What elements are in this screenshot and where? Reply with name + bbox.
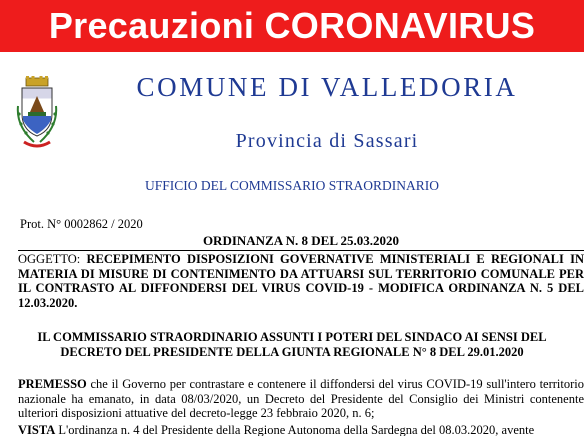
commissioner-line-2: DECRETO DEL PRESIDENTE DELLA GIUNTA REGIONALE N° 8 DEL 29.01.2020 <box>60 345 524 359</box>
coronavirus-banner: Precauzioni CORONAVIRUS <box>0 0 584 52</box>
province-subtitle: Provincia di Sassari <box>235 130 419 152</box>
vista-label: VISTA <box>18 423 56 436</box>
subject-text: RECEPIMENTO DISPOSIZIONI GOVERNATIVE MINISTERIALI E REGIONALI IN MATERIA DI MISURE DI CONTENIMENTO DA ATTUARSI SUL TERRITORIO COMUNALE PER IL CONTRASTO AL DIFFONDERSI DEL VIRUS COVID-19 - MODIFICA ORDINANZA N. 5 DEL 12.03.2020. <box>18 252 584 310</box>
ordinance-subject <box>18 252 584 310</box>
office-heading: UFFICIO DEL COMMISSARIO STRAORDINARIO <box>145 178 439 193</box>
vista-text: L'ordinanza n. 4 del Presidente della Regione Autonoma della Sardegna del 08.03.2020, avente <box>55 423 535 436</box>
premise-paragraph <box>18 377 584 421</box>
commissioner-line-1: IL COMMISSARIO STRAORDINARIO ASSUNTI I POTERI DEL SINDACO AI SENSI DEL <box>37 330 547 344</box>
protocol-number: Prot. N° 0002862 / 2020 <box>20 217 143 231</box>
commissioner-heading <box>0 330 584 360</box>
coat-of-arms-icon <box>14 76 60 152</box>
premise-text: che il Governo per contrastare e contenere il diffondersi del virus COVID-19 sull'intero territorio nazionale ha emanato, in data 08/03/2020, un Decreto del Presidente del Consiglio dei Ministri contenente ulteriori disposizioni attuative del decreto-legge 23 febbraio 2020, n. 6; <box>18 377 584 420</box>
ordinance-title: ORDINANZA N. 8 DEL 25.03.2020 <box>18 233 584 251</box>
subject-label: OGGETTO: <box>18 252 87 266</box>
municipality-title: COMUNE DI VALLEDORIA <box>136 72 518 102</box>
vista-paragraph <box>18 423 584 436</box>
premise-label: PREMESSO <box>18 377 87 391</box>
